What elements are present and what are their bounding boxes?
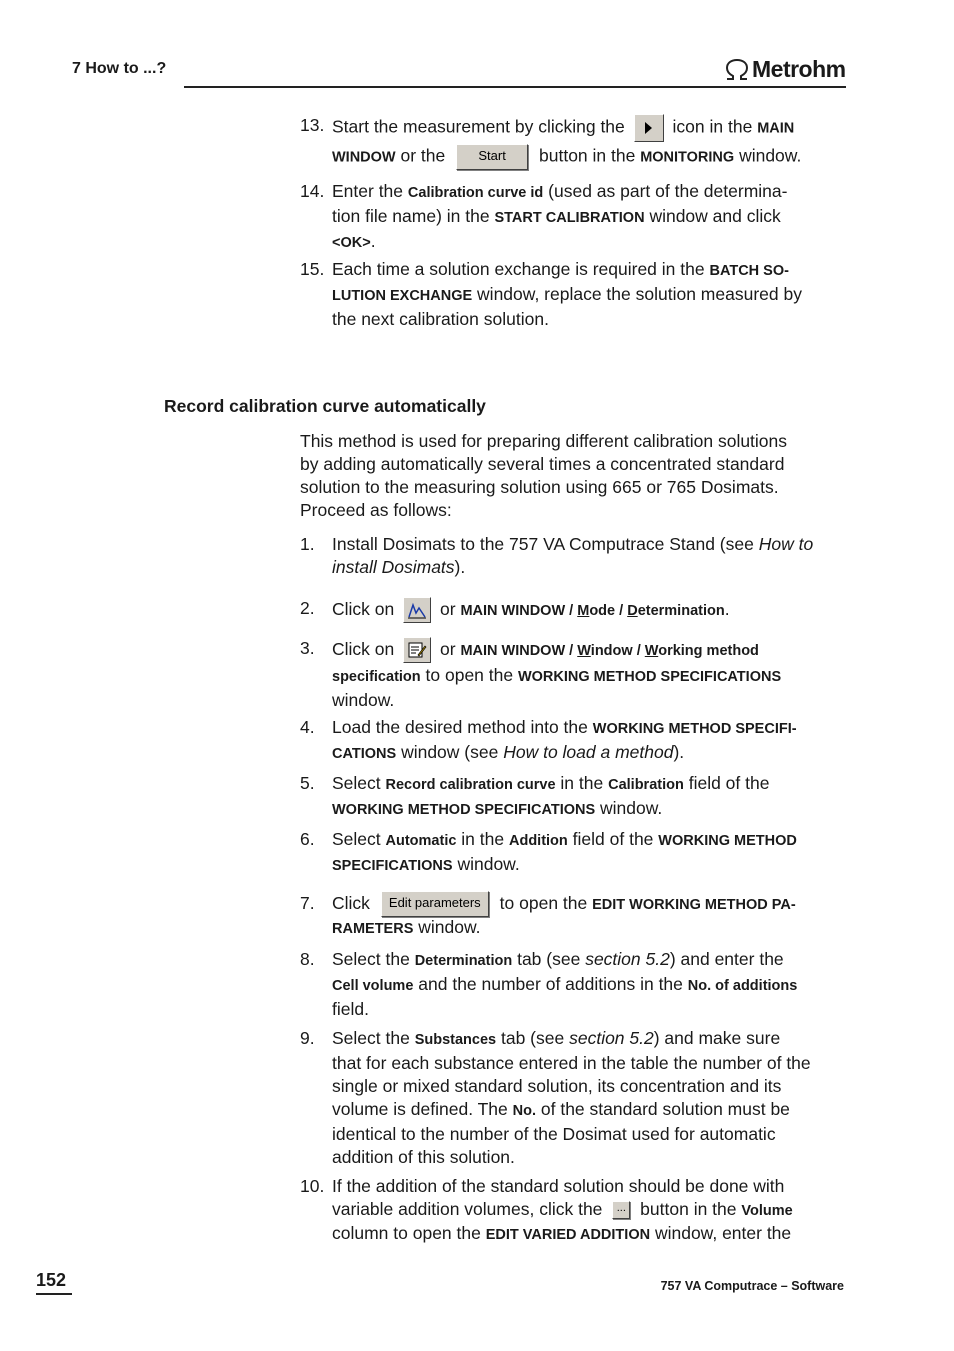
page-number: 152 — [36, 1270, 72, 1295]
step-5: 5. Select Record calibration curve in the Calibration field of the WORKING METHOD SPECIFICATIONS window. — [300, 773, 770, 818]
edit-document-icon — [407, 641, 427, 659]
step-number: 13. — [300, 115, 325, 135]
step-10: 10. If the addition of the standard solution should be done with variable addition volumes, click the ... button in the Volume column to open the EDIT VARIED ADDITION window, enter the — [300, 1176, 793, 1243]
determination-mode-button-icon[interactable] — [403, 597, 431, 623]
working-method-button-icon[interactable] — [403, 637, 431, 663]
brand-name: Metrohm — [752, 56, 846, 82]
footer-doc-title: 757 VA Computrace – Software — [660, 1279, 844, 1293]
edit-parameters-button[interactable]: Edit parameters — [381, 891, 489, 917]
step-1: 1. Install Dosimats to the 757 VA Computrace Stand (see How to install Dosimats). — [300, 534, 814, 577]
intro-paragraph: This method is used for preparing different calibration solutions by adding automatically several times a concentrated standard solution to the measuring solution using 665 or 765 Dosimats. Proceed as follows: — [300, 431, 788, 520]
curve-chart-icon — [407, 601, 427, 619]
step-14: 14. Enter the Calibration curve id (used as part of the determina- tion file name) in the START CALIBRATION window and click <OK>. — [300, 181, 788, 251]
header-rule — [184, 86, 846, 88]
step-6: 6. Select Automatic in the Addition field of the WORKING METHOD SPECIFICATIONS window. — [300, 829, 797, 874]
section-heading: Record calibration curve automatically — [164, 396, 486, 416]
step-13: 13. Start the measurement by clicking the icon in the MAIN WINDOW or the Start button in the MONITORING window. — [300, 114, 846, 176]
omega-logo-icon — [724, 59, 750, 81]
step-2: 2. Click on or MAIN WINDOW / Mode / Determination. — [300, 594, 846, 624]
step-4: 4. Load the desired method into the WORKING METHOD SPECIFI- CATIONS window (see How to load a method). — [300, 717, 797, 762]
ellipsis-button[interactable]: ... — [612, 1201, 630, 1219]
step-8: 8. Select the Determination tab (see section 5.2) and enter the Cell volume and the number of additions in the No. of additions field. — [300, 949, 798, 1019]
chapter-header: 7 How to ...? — [72, 60, 167, 77]
brand-logo — [724, 56, 846, 83]
step-7: 7. Click Edit parameters to open the EDIT WORKING METHOD PA- RAMETERS window. — [300, 893, 796, 937]
step-15: 15. Each time a solution exchange is required in the BATCH SO- LUTION EXCHANGE window, replace the solution measured by the next calibration solution. — [300, 259, 802, 329]
play-icon — [638, 118, 660, 138]
run-button-icon[interactable] — [634, 114, 664, 142]
step-9: 9. Select the Substances tab (see section 5.2) and make sure that for each substance entered in the table the number of the single or mixed standard solution, its concentration and its volume is defined. The No. of the standard solution must be identical to the number of the Dosimat used for automatic addition of this solution. — [300, 1028, 811, 1167]
step-3: 3. Click on or MAIN WINDOW / Window / Working method specification to open the WORKING METHOD SPECIFICATIONS window. — [300, 638, 782, 710]
start-button[interactable]: Start — [456, 144, 528, 170]
